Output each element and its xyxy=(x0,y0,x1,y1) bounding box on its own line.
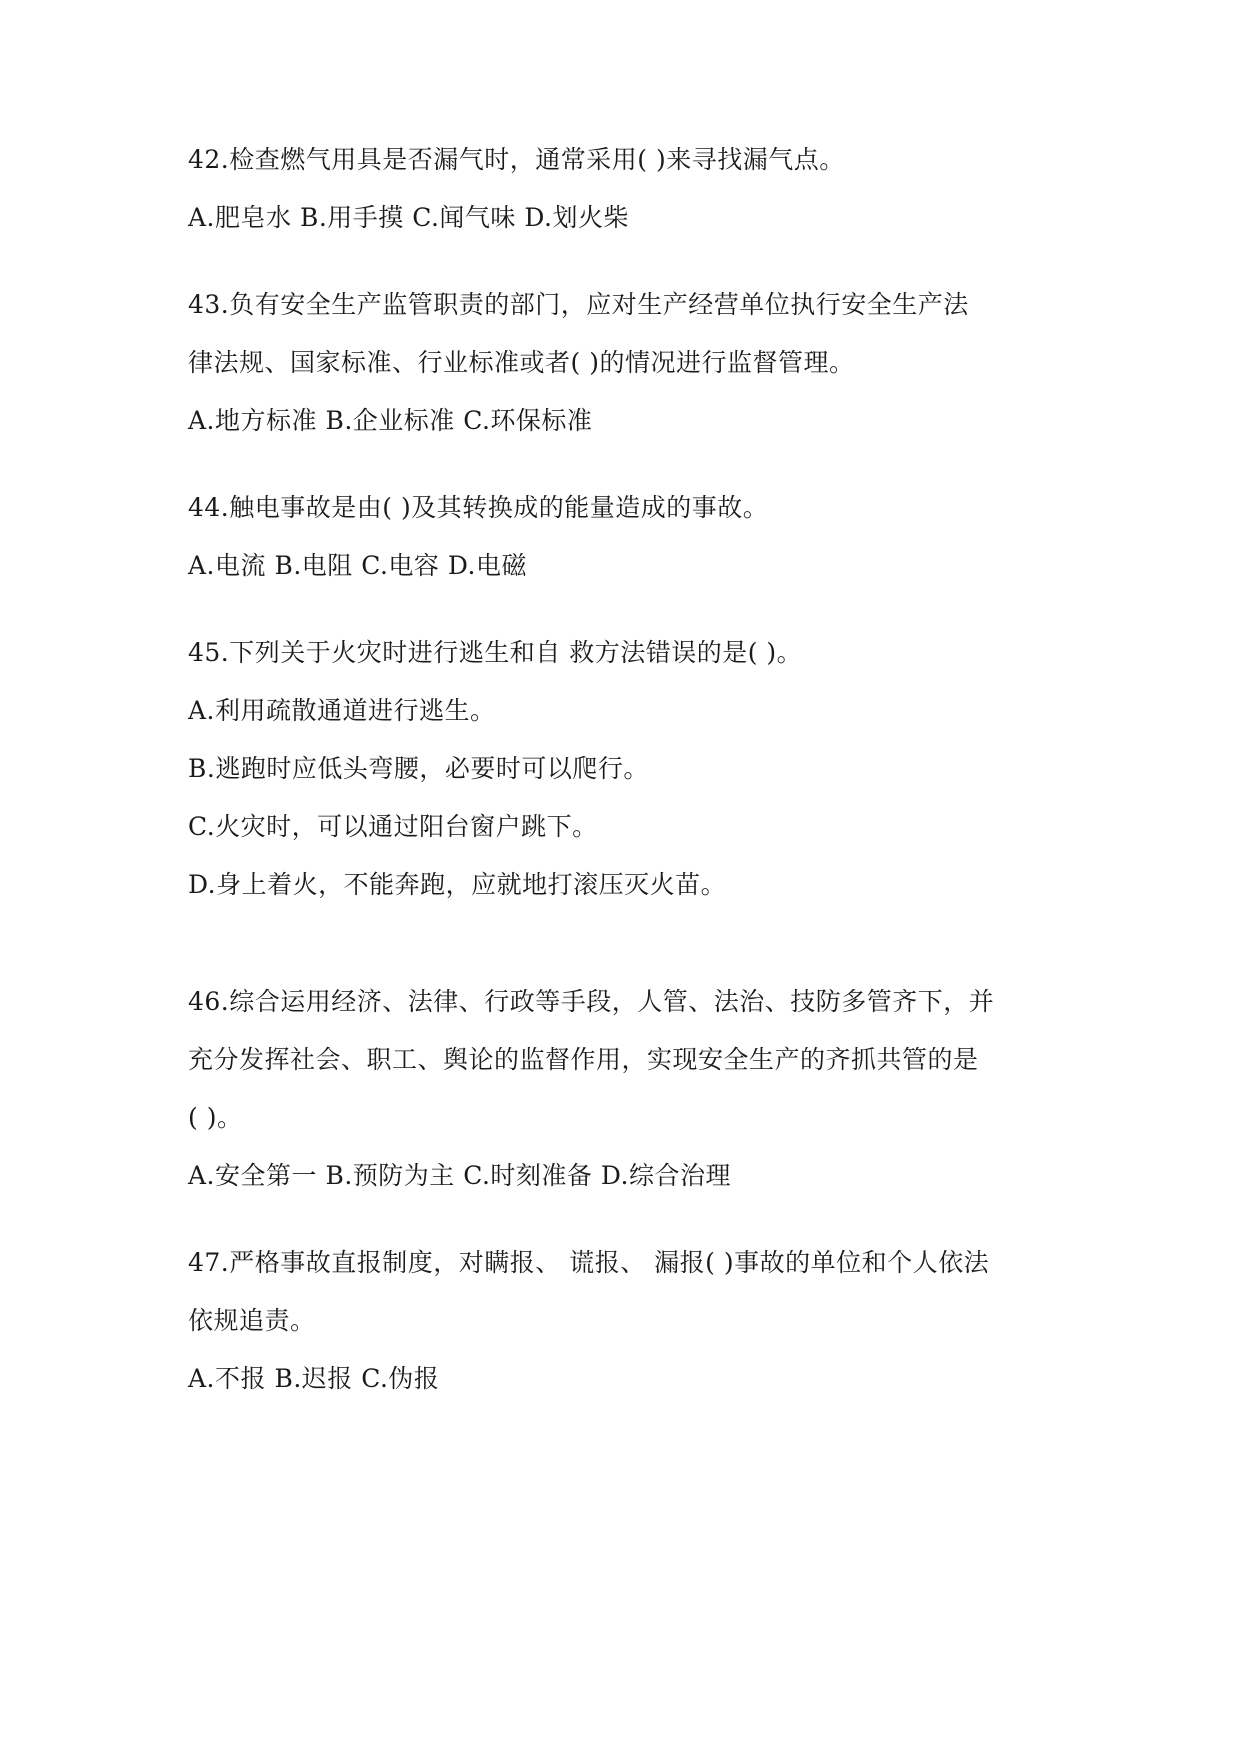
question-45-stem: 45.下列关于火灾时进行逃生和自 救方法错误的是( )。 xyxy=(188,638,803,667)
question-47-options: A.不报 B.迟报 C.伪报 xyxy=(188,1364,440,1393)
question-46-stem-line-3: ( )。 xyxy=(188,1103,243,1132)
question-43-stem-line-2: 律法规、国家标准、行业标准或者( )的情况进行监督管理。 xyxy=(188,348,855,377)
question-45-option-b: B.逃跑时应低头弯腰，必要时可以爬行。 xyxy=(188,754,649,783)
question-42-options: A.肥皂水 B.用手摸 C.闻气味 D.划火柴 xyxy=(188,203,629,232)
question-47-stem-line-1: 47.严格事故直报制度，对瞒报、 谎报、 漏报( )事故的单位和个人依法 xyxy=(188,1248,990,1277)
question-44-stem: 44.触电事故是由( )及其转换成的能量造成的事故。 xyxy=(188,493,769,522)
question-45-option-d: D.身上着火，不能奔跑，应就地打滚压灭火苗。 xyxy=(188,870,727,899)
question-42-stem: 42.检查燃气用具是否漏气时，通常采用( )来寻找漏气点。 xyxy=(188,145,845,174)
question-46-stem-line-2: 充分发挥社会、职工、舆论的监督作用，实现安全生产的齐抓共管的是 xyxy=(188,1045,979,1074)
question-45-option-a: A.利用疏散通道进行逃生。 xyxy=(188,696,496,725)
question-43-stem-line-1: 43.负有安全生产监管职责的部门，应对生产经营单位执行安全生产法 xyxy=(188,290,969,319)
question-43-options: A.地方标准 B.企业标准 C.环保标准 xyxy=(188,406,593,435)
question-46-stem-line-1: 46.综合运用经济、法律、行政等手段，人管、法治、技防多管齐下，并 xyxy=(188,987,995,1016)
question-47-stem-line-2: 依规追责。 xyxy=(188,1306,316,1335)
question-45-option-c: C.火灾时，可以通过阳台窗户跳下。 xyxy=(188,812,598,841)
question-46-options: A.安全第一 B.预防为主 C.时刻准备 D.综合治理 xyxy=(188,1161,731,1190)
question-44-options: A.电流 B.电阻 C.电容 D.电磁 xyxy=(188,551,527,580)
